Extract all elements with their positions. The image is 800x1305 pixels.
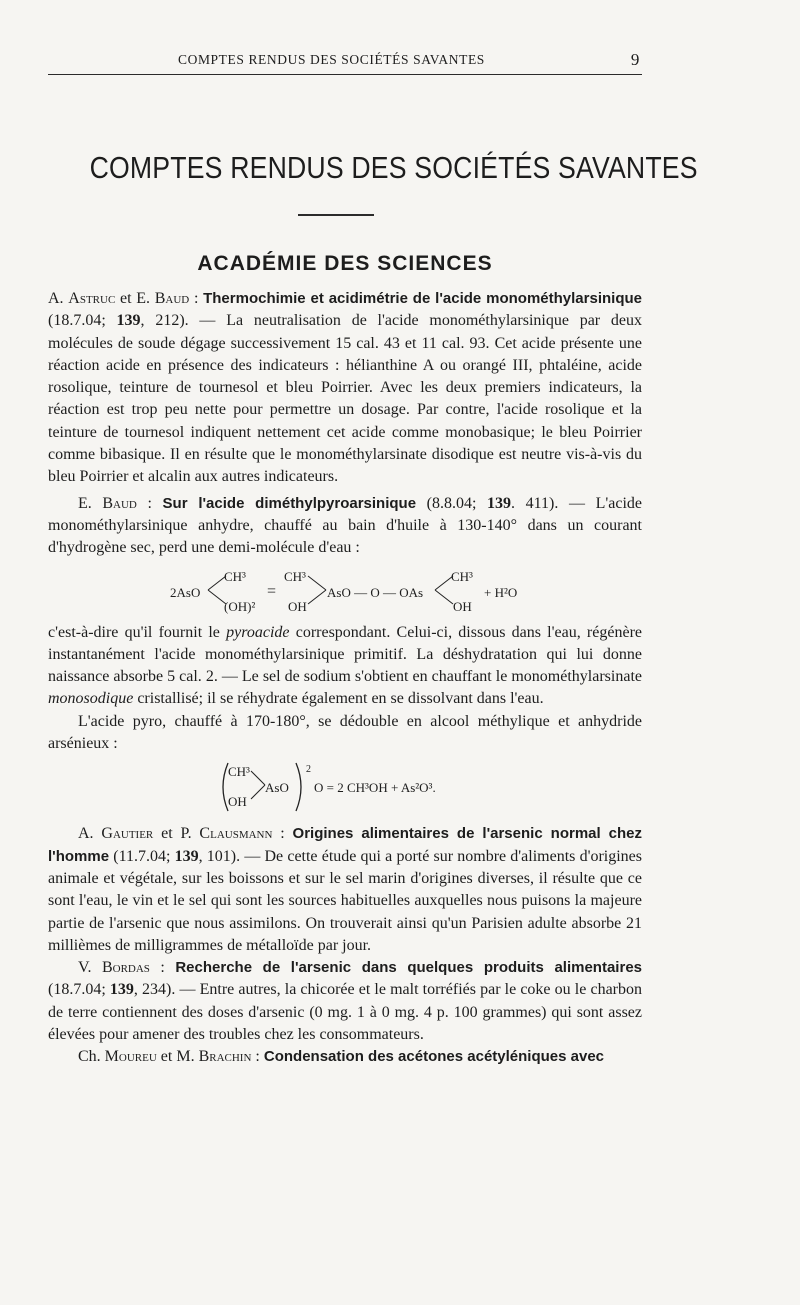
author-name: Gautier	[101, 825, 154, 843]
entry-title: Condensation des acétones acétyléniques avec	[263, 1048, 605, 1066]
entry-title: Origines alimentaires de l'arsenic normal chez l'homme	[48, 825, 643, 865]
author-name: Brachin	[198, 1048, 252, 1066]
author-name: Baud	[102, 494, 137, 512]
page-number: 9	[630, 50, 640, 69]
main-title: COMPTES RENDUS DES SOCIÉTÉS SAVANTES	[89, 150, 698, 185]
title-rule	[298, 214, 374, 216]
entry-moureu-brachin: Ch. Moureu et M. Brachin : Condensation des acétones acétyléniques avec	[78, 1048, 605, 1066]
entry-bordas: V. Bordas : Recherche de l'arsenic dans quelques produits alimentaires (18.7.04; 139, 234). — Entre autres, la chicorée et le malt torréfiés par le coke ou le charbon de terre contiennent des doses d'arsenic (0 mg. 1 à 0 mg. 4 p. 100 grammes) qui sont assez élevées pour amener des troubles chez les consommateurs.	[48, 959, 643, 1044]
running-head-title: COMPTES RENDUS DES SOCIÉTÉS SAVANTES	[178, 52, 485, 67]
bond-lines	[306, 572, 328, 608]
entry-title: Recherche de l'arsenic dans quelques produits alimentaires	[175, 959, 643, 977]
author-name: Moureu	[104, 1048, 157, 1066]
entry-baud-pyro: L'acide pyro, chauffé à 170-180°, se dédouble en alcool méthylique et anhydride arsénieux :	[48, 712, 642, 753]
author-name: Clausmann	[199, 825, 273, 843]
entry-baud: E. Baud : Sur l'acide diméthylpyroarsinique (8.8.04; 139. 411). — L'acide monométhylarsinique anhydre, chauffé au bain d'huile à 130-140° dans un courant d'hydrogène sec, perd une demi-molécule d'eau :	[48, 494, 642, 557]
section-heading: ACADÉMIE DES SCIENCES	[197, 252, 493, 275]
body-text	[48, 288, 642, 1069]
chemical-equation-1: 2AsO CH³ (OH)² = CH³ OH AsO — O — OAs CH³ OH + H²O	[170, 568, 518, 614]
header-rule	[48, 74, 642, 75]
entry-gautier-clausmann: A. Gautier et P. Clausmann : Origines alimentaires de l'arsenic normal chez l'homme (11.7.04; 139, 101). — De cette étude qui a porté sur nombre d'aliments d'origines animale et végétale, sur les boissons et sur le sel marin d'origines diverses, il résulte que ce sont l'eau, le vin et le sel qui sont les sources habituelles auxquelles nous puisons la majeure partie de l'arsenic que nous assimilons. On trouverait ainsi qu'un Parisien adulte absorbe 21 millièmes de milligrammes de métalloïde par jour.	[48, 825, 643, 954]
entry-title: Sur l'acide diméthylpyroarsinique	[162, 494, 417, 512]
author-name: Bordas	[101, 959, 150, 977]
author-name: Astruc	[68, 290, 116, 307]
entry-baud-continued: c'est-à-dire qu'il fournit le pyroacide correspondant. Celui-ci, dissous dans l'eau, régénère instantanément l'acide monométhylarsinique primitif. La déshydratation qui lui donne naissance absorbe 5 cal. 2. — Le sel de sodium s'obtient en chauffant le monométhylarsinate monosodique cristallisé; il se réhydrate également en se dissolvant dans l'eau.	[48, 623, 642, 708]
author-name: Baud	[154, 290, 190, 307]
chemical-equation-2: CH³ OH AsO 2 O = 2 CH³OH + As²O³.	[48, 759, 642, 817]
entry-astruc-baud: A. Astruc et E. Baud : Thermochimie et acidimétrie de l'acide monométhylarsinique (18.7.04; 139, 212). — La neutralisation de l'acide monométhylarsinique par deux molécules de soude dégage successivement 15 cal. 43 et 11 cal. 93. Cet acide présente une réaction acide en présence des indicateurs : hélianthine A ou orangé III, phtaléine, acide rosolique, teinture de tournesol et bleu Poirrier. Avec les deux premiers indicateurs, la réaction est trop peu nette pour permettre un dosage. Par contre, l'acide rosolique et la teinture de tournesol indiquent nettement cet acide comme monobasique; le bleu Poirrier comme bibasique. Il en résulte que le monométhylarsinate disodique est neutre vis-à-vis du bleu Poirrier et alcalin aux autres indicateurs.	[48, 290, 643, 486]
entry-title: Thermochimie et acidimétrie de l'acide monométhylarsinique	[203, 290, 642, 307]
